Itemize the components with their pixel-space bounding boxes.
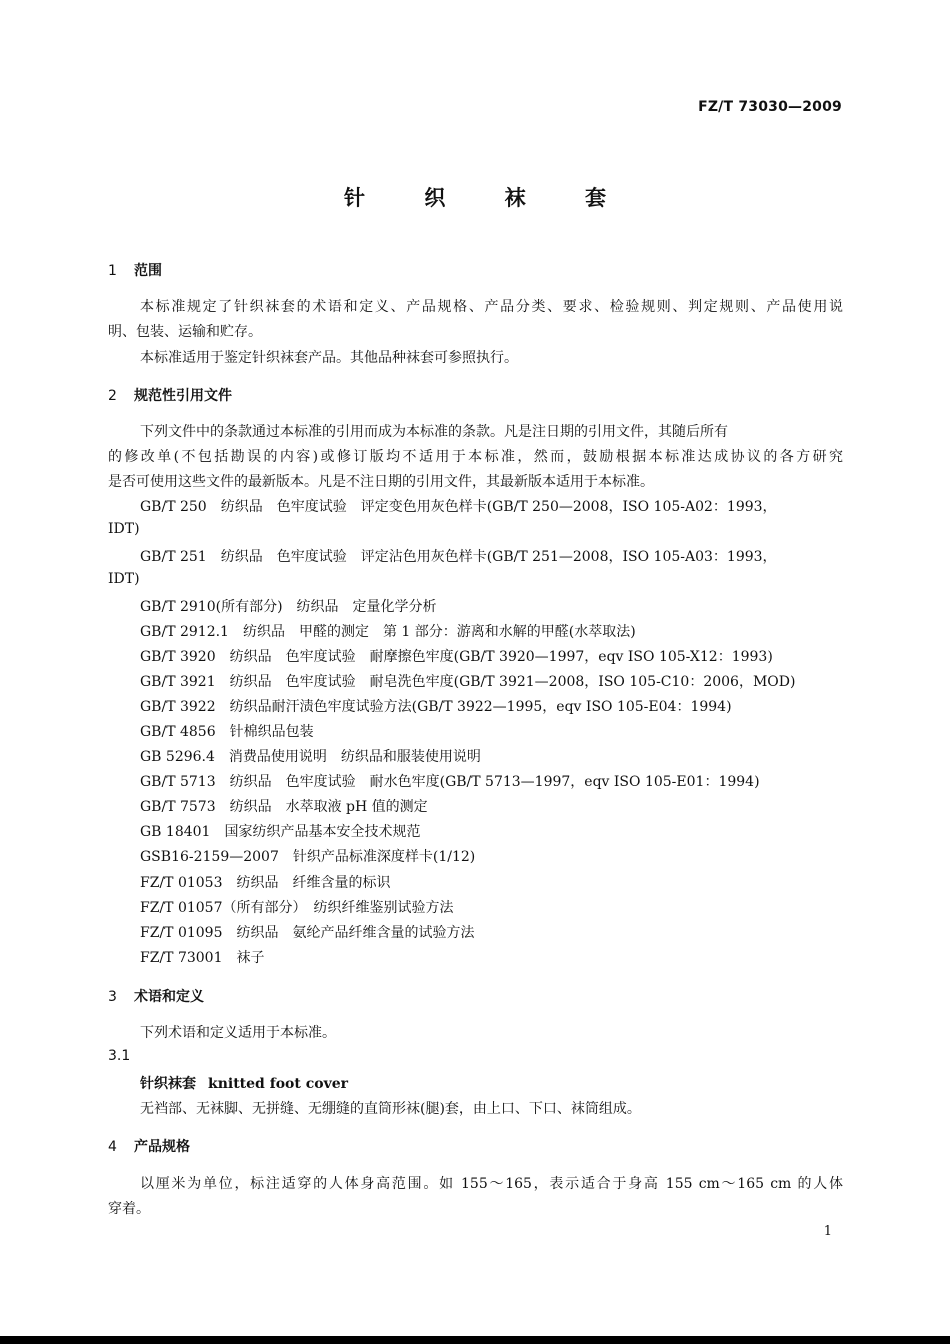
reference-item: FZ/T 01095 纺织品 氨纶产品纤维含量的试验方法 [140,925,475,941]
reference-item: FZ/T 73001 袜子 [140,950,265,966]
clause-number: 3.1 [108,1048,131,1064]
reference-item: GB/T 250 纺织品 色牢度试验 评定变色用灰色样卡(GB/T 250—2008，ISO 105-A02：1993， [140,499,777,515]
paragraph-continuation: 的修改单(不包括勘误的内容)或修订版均不适用于本标准，然而，鼓励根据本标准达成协议的各方研究 [108,449,843,465]
section-2-heading [108,385,232,405]
section-title: 产品规格 [134,1139,190,1155]
reference-item: GB/T 4856 针棉织品包装 [140,724,314,740]
paragraph: 本标准适用于鉴定针织袜套产品。其他品种袜套可参照执行。 [140,350,518,366]
section-title: 范围 [134,263,162,279]
reference-item: GB/T 5713 纺织品 色牢度试验 耐水色牢度(GB/T 5713—1997，eqv ISO 105-E01：1994) [140,774,760,790]
reference-item: GB 5296.4 消费品使用说明 纺织品和服装使用说明 [140,749,481,765]
paragraph: 下列文件中的条款通过本标准的引用而成为本标准的条款。凡是注日期的引用文件，其随后所有 [140,424,728,440]
section-number: 2 [108,388,117,404]
paragraph-continuation: 明、包装、运输和贮存。 [108,324,262,340]
reference-item: GB/T 7573 纺织品 水萃取液 pH 值的测定 [140,799,428,815]
term-entry [140,1073,348,1093]
paragraph-continuation: 穿着。 [108,1201,150,1217]
section-4-heading [108,1136,190,1156]
document-title: 针 织 袜 套 [344,186,632,210]
standard-number: FZ/T 73030—2009 [698,99,842,115]
section-title: 规范性引用文件 [134,388,232,404]
section-number: 3 [108,989,117,1005]
paragraph: 本标准规定了针织袜套的术语和定义、产品规格、产品分类、要求、检验规则、判定规则、产品使用说 [140,299,843,315]
reference-item: GB/T 3921 纺织品 色牢度试验 耐皂洗色牢度(GB/T 3921—2008，ISO 105-C10：2006，MOD) [140,674,796,690]
section-title: 术语和定义 [134,989,204,1005]
reference-item: GB/T 3920 纺织品 色牢度试验 耐摩擦色牢度(GB/T 3920—1997，eqv ISO 105-X12：1993) [140,649,773,665]
reference-continuation: IDT) [108,571,140,587]
bottom-border [0,1336,950,1344]
reference-item: GB 18401 国家纺织产品基本安全技术规范 [140,824,421,840]
reference-item: GSB16-2159—2007 针织产品标准深度样卡(1/12) [140,849,476,865]
reference-item: GB/T 2912.1 纺织品 甲醛的测定 第 1 部分：游离和水解的甲醛(水萃取法) [140,624,636,640]
section-number: 4 [108,1139,117,1155]
term-definition: 无裆部、无袜脚、无拼缝、无绷缝的直筒形袜(腿)套，由上口、下口、袜筒组成。 [140,1101,641,1117]
term-chinese: 针织袜套 [140,1076,196,1092]
paragraph-continuation: 是否可使用这些文件的最新版本。凡是不注日期的引用文件，其最新版本适用于本标准。 [108,474,654,490]
reference-continuation: IDT) [108,521,140,537]
section-number: 1 [108,263,117,279]
reference-item: FZ/T 01053 纺织品 纤维含量的标识 [140,875,391,891]
section-1-heading [108,260,162,280]
term-english: knitted foot cover [208,1076,349,1092]
reference-item: FZ/T 01057（所有部分） 纺织纤维鉴别试验方法 [140,900,454,916]
paragraph: 下列术语和定义适用于本标准。 [140,1025,336,1041]
paragraph: 以厘米为单位，标注适穿的人体身高范围。如 155～165，表示适合于身高 155 cm～165 cm 的人体 [140,1176,843,1192]
section-3-heading [108,986,204,1006]
reference-item: GB/T 2910(所有部分) 纺织品 定量化学分析 [140,599,437,615]
reference-item: GB/T 251 纺织品 色牢度试验 评定沾色用灰色样卡(GB/T 251—2008，ISO 105-A03：1993， [140,549,777,565]
reference-item: GB/T 3922 纺织品耐汗渍色牢度试验方法(GB/T 3922—1995，eqv ISO 105-E04：1994) [140,699,732,715]
page-number: 1 [823,1224,832,1239]
